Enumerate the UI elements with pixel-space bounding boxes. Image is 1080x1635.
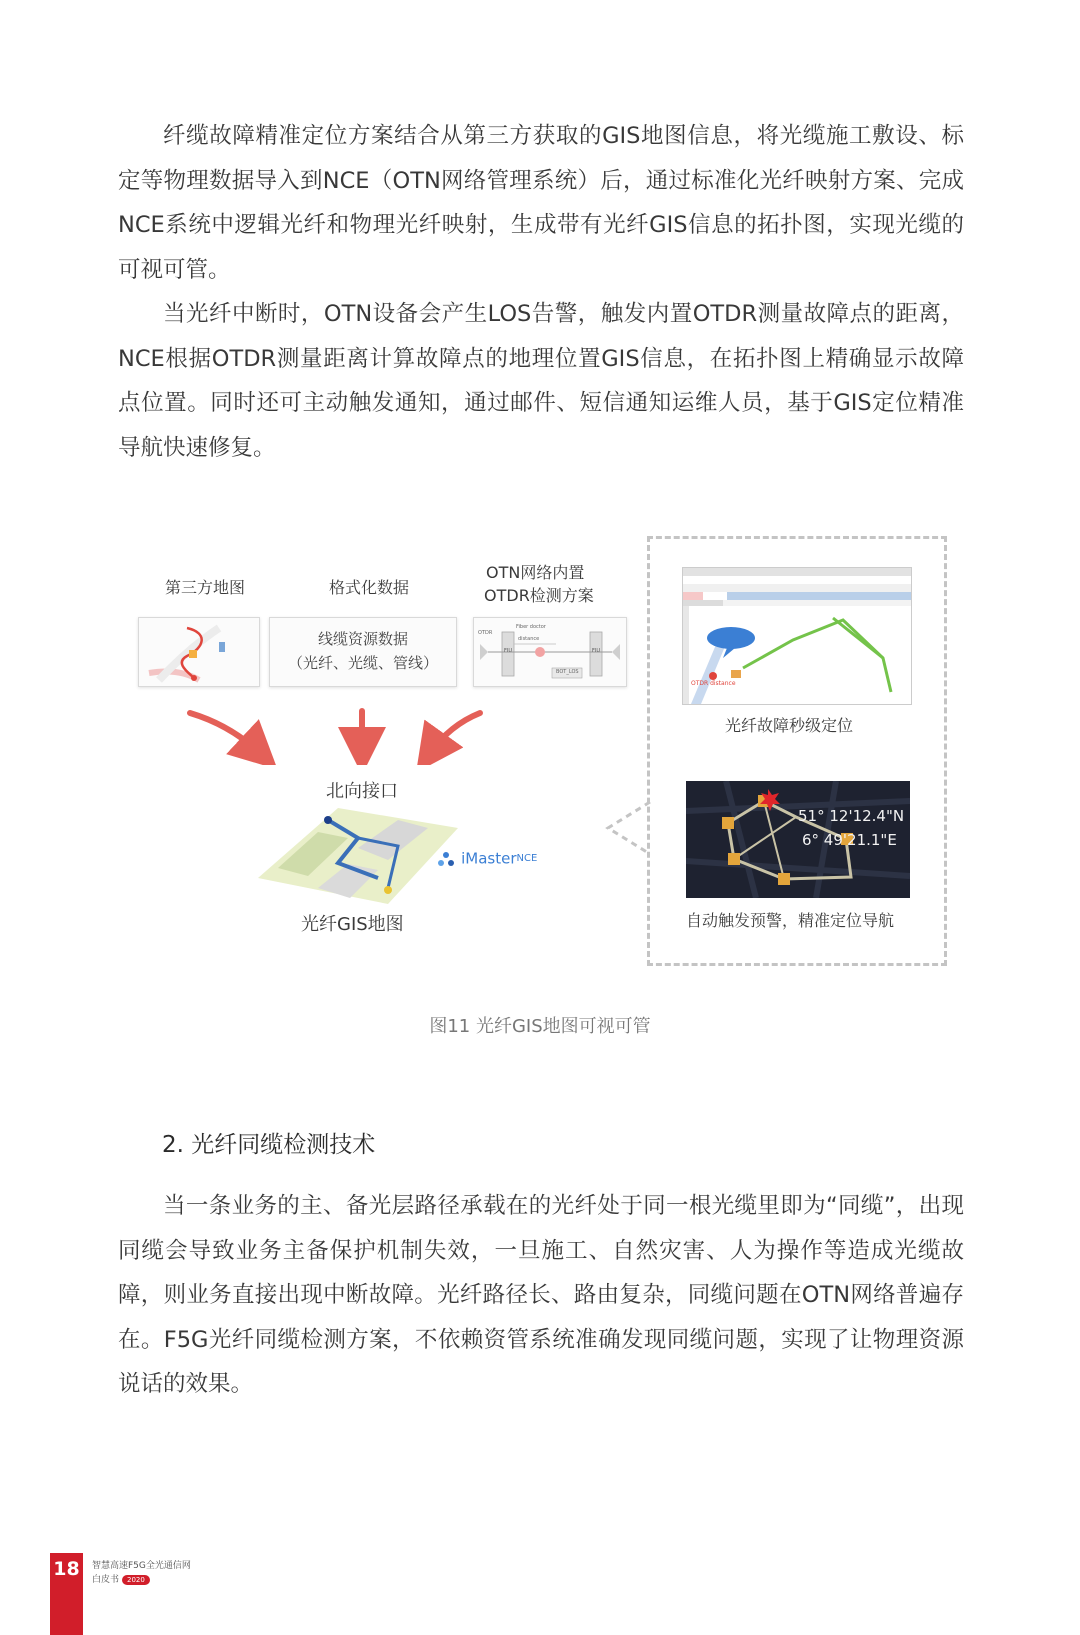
label-formatted-data: 格式化数据 — [329, 578, 410, 597]
section-heading: 2. 光纤同缆检测技术 — [162, 1132, 376, 1158]
otdr-small-label: OTDR — [478, 630, 493, 636]
label-fiber-gis-map: 光纤GIS地图 — [301, 914, 404, 935]
fiber-doctor-label: Fiber doctor — [516, 624, 546, 630]
label-northbound-interface: 北向接口 — [326, 781, 398, 802]
coordinates-longitude: 6° 49'21.1"E — [802, 831, 897, 849]
nce-topology-screenshot — [682, 567, 912, 705]
footer-doc-subtitle — [92, 1572, 150, 1585]
coordinates-latitude: 51° 12'12.4"N — [798, 807, 905, 825]
navigation-map-image — [686, 781, 910, 898]
imaster-nce-logo — [436, 848, 537, 869]
distance-small-label: distance — [518, 636, 540, 642]
label-second-level-location: 光纤故障秒级定位 — [725, 716, 854, 735]
paragraph-fiber-fault-location: 纤缆故障精准定位方案结合从第三方获取的GIS地图信息，将光缆施工敷设、标定等物理数据导入到NCE（OTN网络管理系统）后，通过标准化光纤映射方案、完成NCE系统中逻辑光纤和物理光纤映射，生成带有光纤GIS信息的拓扑图，实现光缆的可视可管。 — [118, 123, 964, 283]
otdr-distance-label: OTDR distance — [691, 680, 736, 687]
callout-pointer — [604, 800, 652, 856]
fiu-right-label: FIU — [592, 648, 601, 654]
paragraph-same-cable-detection: 当一条业务的主、备光层路径承载在的光纤处于同一根光缆里即为“同缆”，出现同缆会导致业务主备保护机制失效，一旦施工、自然灾害、人为操作等造成光缆故障，则业务直接出现中断故障。光纤路径长、路由复杂，同缆问题在OTN网络普遍存在。F5G光纤同缆检测方案，不依赖资管系统准确发现同缆问题，实现了让物理资源说话的效果。 — [118, 1193, 964, 1397]
footer-year-badge: 2020 — [122, 1575, 150, 1585]
page-number: 18 — [53, 1558, 80, 1580]
label-third-party-map: 第三方地图 — [165, 578, 246, 597]
third-party-map-image — [138, 617, 260, 687]
fiber-gis-map-image — [258, 808, 458, 904]
bot-los-label: BOT_LOS — [556, 669, 579, 675]
label-otn-builtin: OTN网络内置 — [486, 563, 585, 582]
fiu-left-label: FIU — [504, 648, 513, 654]
imaster-logo-suffix: NCE — [516, 853, 538, 864]
otdr-scheme-diagram — [473, 617, 627, 687]
figure-caption: 图11 光纤GIS地图可视可管 — [429, 1016, 651, 1037]
converging-arrows — [180, 705, 500, 765]
paragraph-fiber-break-handling: 当光纤中断时，OTN设备会产生LOS告警，触发内置OTDR测量故障点的距离，NCE根据OTDR测量距离计算故障点的地理位置GIS信息，在拓扑图上精确显示故障点位置。同时还可主动触发通知，通过邮件、短信通知运维人员，基于GIS定位精准导航快速修复。 — [118, 301, 964, 461]
formatted-data-box — [269, 617, 457, 687]
label-otdr-scheme: OTDR检测方案 — [484, 586, 594, 605]
footer-doc-title: 智慧高速F5G全光通信网 — [92, 1561, 191, 1571]
imaster-logo-icon — [436, 849, 456, 869]
cable-resource-data-text: 线缆资源数据 — [317, 630, 408, 648]
cable-resource-types-text: （光纤、光缆、管线） — [287, 654, 438, 672]
label-auto-alert-navigation: 自动触发预警，精准定位导航 — [686, 911, 895, 930]
footer-subtitle-text: 白皮书 — [92, 1575, 120, 1585]
imaster-logo-text: iMaster — [461, 849, 517, 868]
